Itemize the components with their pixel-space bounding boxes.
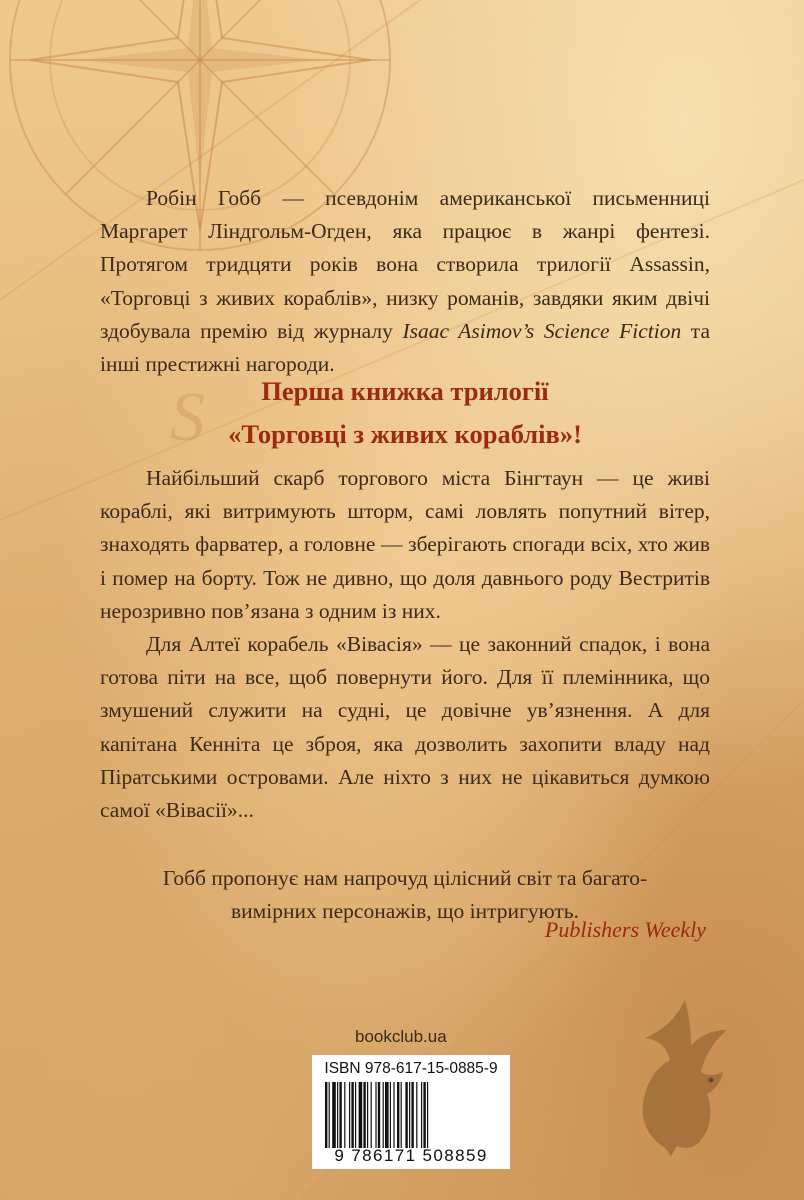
barcode-stripe: [355, 1082, 356, 1148]
author-bio-end: та інші престижні нагороди.: [100, 318, 710, 377]
description-paragraph-1: Найбільший скарб торгового міста Бінгтаун — це живі кораблі, які витримують шторм, самі ловлять попутний вітер, знаходять фарватер, а головне — зберігають спогади всіх, хто жив і помер на борту. Тож не дивно, що доля давнього роду Вестритів нерозривно пов’язана з одним із них.: [100, 466, 710, 623]
barcode-stripe: [411, 1082, 413, 1148]
barcode-stripe: [337, 1082, 338, 1148]
barcode-stripe: [409, 1082, 410, 1148]
barcode: [312, 1055, 510, 1169]
barcode-stripe: [363, 1082, 365, 1148]
barcode-stripe: [344, 1082, 345, 1148]
barcode-stripe: [416, 1082, 417, 1148]
barcode-stripe: [378, 1082, 380, 1148]
magazine-title: Isaac Asimov’s Science Fiction: [402, 318, 682, 343]
barcode-stripe: [371, 1082, 372, 1148]
ean-number: 9 786171 508859: [334, 1146, 488, 1165]
review-quote-line-1: Гобб пропонує нам напрочуд цілісний світ та багато-: [162, 866, 648, 890]
barcode-stripe: [329, 1082, 330, 1148]
barcode-stripe: [332, 1082, 336, 1148]
barcode-stripe: [393, 1082, 394, 1148]
barcode-stripe: [375, 1082, 376, 1148]
barcode-stripe: [397, 1082, 399, 1148]
barcode-stripe: [423, 1082, 425, 1148]
barcode-bars: [325, 1082, 501, 1148]
svg-text:S: S: [170, 379, 205, 456]
raven-icon: [615, 990, 745, 1160]
barcode-stripe: [405, 1082, 407, 1148]
headline-line-1: Перша книжка трилогії: [261, 376, 549, 406]
barcode-stripe: [385, 1082, 389, 1148]
barcode-stripe: [367, 1082, 368, 1148]
headline-line-2: «Торговці з живих кораблів»!: [228, 419, 582, 449]
barcode-stripe: [383, 1082, 384, 1148]
isbn-number: ISBN 978-617-15-0885-9: [324, 1060, 498, 1077]
barcode-stripe: [421, 1082, 422, 1148]
barcode-stripe: [351, 1082, 353, 1148]
description-paragraph-2: Для Алтеї корабель «Вівасія» — це законний спадок, і вона готова піти на все, щоб повернути його. Для її племінника, що змушений служити на судні, це довічне ув’язнення. А для капітана Кенніта це зброя, яка дозволить захопити владу над Піратськими островами. Але ніхто з них не цікавиться думкою самої «Вівасії»...: [100, 632, 710, 823]
review-quote-line-2: вимірних персонажів, що інтригують.: [231, 899, 579, 924]
barcode-stripe: [427, 1082, 428, 1148]
barcode-stripe: [359, 1082, 363, 1148]
barcode-stripe: [339, 1082, 341, 1148]
barcode-stripe: [390, 1082, 391, 1148]
author-bio-text: Робін Гобб — псевдонім американської письменниці Маргарет Ліндгольм-Огден, яка працює в жанрі фентезі. Протягом тридцяти років вона створила трилогії Assassin, «Торговці з живих кораблів», низку романів, завдяки яким двічі здобувала премію від журналу: [100, 186, 710, 343]
barcode-stripe: [401, 1082, 402, 1148]
publisher-website: bookclub.ua: [355, 1027, 447, 1046]
review-source: Publishers Weekly: [544, 917, 706, 942]
author-bio: [100, 182, 710, 381]
barcode-stripe: [325, 1082, 327, 1148]
headline: [100, 370, 710, 456]
barcode-stripe: [349, 1082, 350, 1148]
